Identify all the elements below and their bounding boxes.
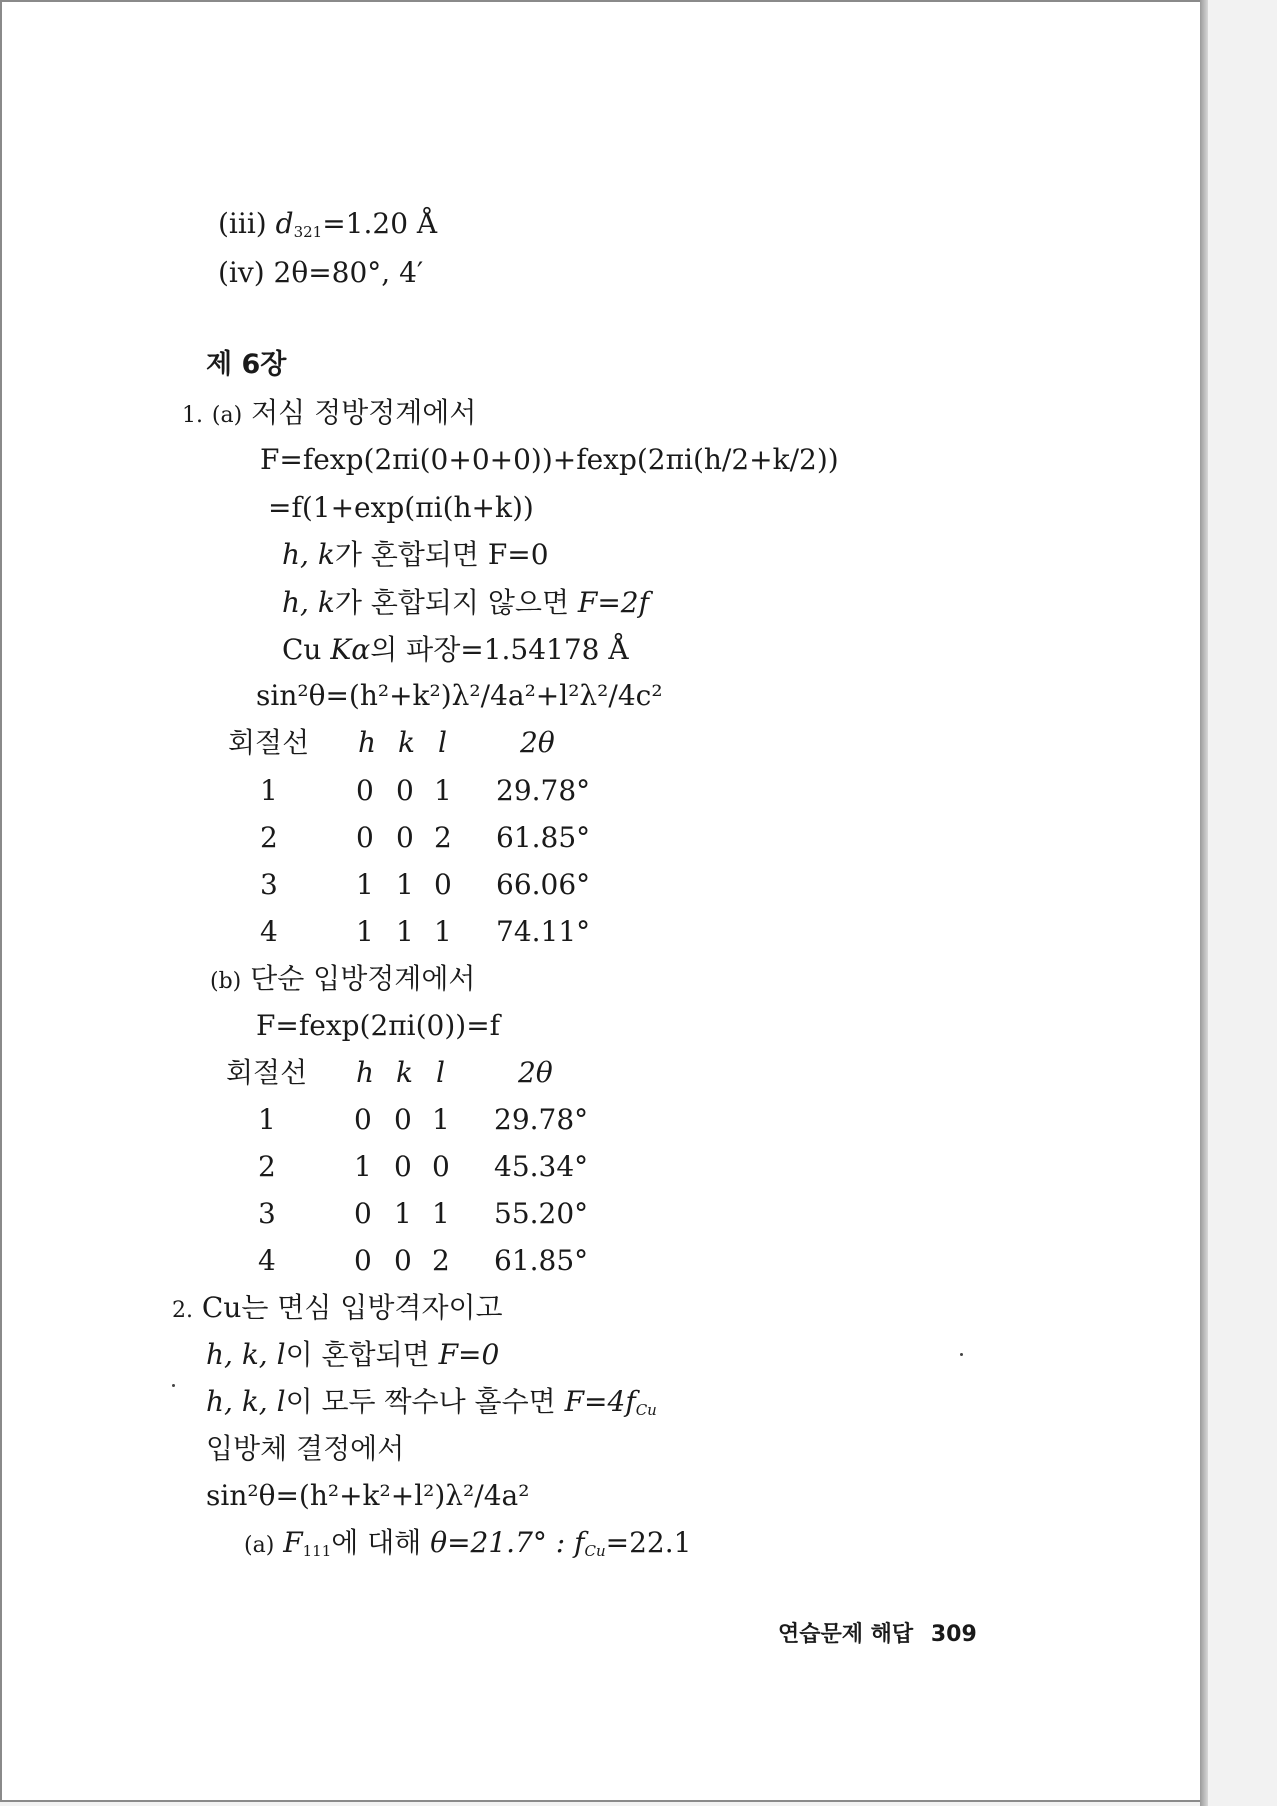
equation-5-text: 의 파장=1.54178 Å — [370, 633, 629, 666]
footer-title: 연습문제 해답 — [778, 1622, 914, 1647]
table-a-cell: 0 — [396, 774, 414, 807]
problem-2-line-1-text: 이 혼합되면 — [285, 1338, 430, 1371]
problem-2-number: 2. — [172, 1298, 193, 1323]
table-b-cell: 1 — [258, 1103, 276, 1136]
problem-2a-f: F — [283, 1526, 303, 1559]
table-b-cell: 1 — [354, 1150, 372, 1183]
problem-2-line-2-f: F=4f — [564, 1385, 636, 1418]
table-b-header-2theta: 2θ — [518, 1056, 553, 1089]
table-b-cell: 0 — [394, 1244, 412, 1277]
equation-4-text: 가 혼합되지 않으면 — [334, 586, 569, 619]
equation-3 — [282, 538, 549, 572]
table-b-header-l: l — [436, 1056, 445, 1089]
table-a-cell: 0 — [396, 821, 414, 854]
table-b-cell: 1 — [432, 1103, 450, 1136]
problem-1a-heading — [182, 396, 476, 433]
problem-2-text: Cu는 면심 입방격자이고 — [201, 1291, 503, 1324]
equation-5 — [282, 633, 629, 667]
table-b-header-k: k — [396, 1056, 413, 1089]
answer-iv-label: (iv) — [218, 256, 265, 289]
equation-7: F=fexp(2πi(0))=f — [256, 1009, 501, 1042]
table-b-cell: 1 — [432, 1197, 450, 1230]
equation-6: sin²θ=(h²+k²)λ²/4a²+l²λ²/4c² — [256, 679, 663, 712]
problem-1a-label: (a) — [211, 403, 243, 428]
table-a-header-k: k — [398, 726, 415, 759]
problem-2-line-4: sin²θ=(h²+k²+l²)λ²/4a² — [206, 1479, 530, 1512]
problem-2a-text: 에 대해 — [331, 1526, 422, 1559]
table-a-cell: 0 — [356, 821, 374, 854]
table-a-cell: 0 — [356, 774, 374, 807]
chapter-heading: 제 6장 — [206, 349, 287, 380]
table-b-cell: 45.34° — [494, 1150, 589, 1183]
table-a-cell: 61.85° — [496, 821, 591, 854]
table-b-cell: 0 — [394, 1103, 412, 1136]
page-edge-shadow — [1200, 0, 1208, 1806]
table-b-cell: 0 — [354, 1244, 372, 1277]
equation-2: =f(1+exp(πi(h+k)) — [268, 491, 534, 524]
answer-iii-value: =1.20 Å — [322, 207, 438, 240]
table-a-cell: 1 — [396, 868, 414, 901]
equation-3-text: 가 혼합되면 F=0 — [334, 538, 549, 571]
table-a-cell: 4 — [260, 915, 278, 948]
problem-2a-fsub: Cu — [584, 1542, 606, 1560]
table-b-cell: 4 — [258, 1244, 276, 1277]
table-a-header-h: h — [358, 726, 377, 759]
answer-iii-sub: 321 — [293, 223, 323, 241]
equation-4 — [282, 586, 649, 620]
problem-2-heading — [172, 1291, 503, 1328]
answer-iii — [218, 207, 437, 249]
page-number: 309 — [930, 1622, 977, 1647]
table-b-cell: 0 — [354, 1197, 372, 1230]
speck-mark — [172, 1384, 175, 1387]
table-b-cell: 0 — [354, 1103, 372, 1136]
table-b-cell: 2 — [432, 1244, 450, 1277]
table-a-cell: 0 — [434, 868, 452, 901]
answer-iv-value: 2θ=80°, 4′ — [273, 256, 424, 289]
table-a-cell: 2 — [260, 821, 278, 854]
problem-2a-fcu: f — [574, 1526, 585, 1559]
speck-mark — [960, 1353, 963, 1356]
table-b-cell: 61.85° — [494, 1244, 589, 1277]
problem-2-line-2-text: 이 모두 짝수나 홀수면 — [285, 1385, 556, 1418]
problem-2a-label: (a) — [244, 1533, 275, 1558]
table-a-cell: 1 — [260, 774, 278, 807]
table-b-cell: 3 — [258, 1197, 276, 1230]
table-a-cell: 1 — [434, 774, 452, 807]
problem-1b-text: 단순 입방정계에서 — [250, 962, 476, 995]
problem-1b-label: (b) — [210, 969, 242, 994]
table-a-header-l: l — [438, 726, 447, 759]
table-a-cell: 1 — [396, 915, 414, 948]
equation-4-vars: h, k — [282, 586, 335, 619]
table-a-cell: 3 — [260, 868, 278, 901]
problem-2-line-3: 입방체 결정에서 — [206, 1432, 405, 1465]
problem-1-number: 1. — [182, 403, 203, 428]
equation-5-ka: Kα — [330, 633, 371, 666]
problem-2a-theta: θ=21.7° : — [430, 1526, 566, 1559]
table-a-header-line: 회절선 — [228, 726, 310, 759]
table-b-cell: 2 — [258, 1150, 276, 1183]
problem-1a-text: 저심 정방정계에서 — [251, 396, 477, 429]
table-a-cell: 1 — [356, 915, 374, 948]
table-b-cell: 29.78° — [494, 1103, 589, 1136]
answer-iv — [218, 256, 423, 290]
answer-iii-label: (iii) — [218, 207, 267, 240]
equation-1: F=fexp(2πi(0+0+0))+fexp(2πi(h/2+k/2)) — [260, 443, 839, 476]
table-a-cell: 74.11° — [496, 915, 591, 948]
table-a-cell: 1 — [434, 915, 452, 948]
table-a-cell: 66.06° — [496, 868, 591, 901]
problem-2-line-2-vars: h, k, l — [206, 1385, 286, 1418]
problem-2a-line — [244, 1526, 691, 1568]
equation-3-vars: h, k — [282, 538, 335, 571]
table-b-cell: 1 — [394, 1197, 412, 1230]
page-footer — [778, 1618, 977, 1652]
table-b-cell: 0 — [432, 1150, 450, 1183]
problem-2-line-2 — [206, 1385, 657, 1427]
table-a-cell: 2 — [434, 821, 452, 854]
problem-1b-heading — [210, 962, 475, 999]
equation-4-f: F=2f — [577, 586, 649, 619]
table-b-header-line: 회절선 — [226, 1056, 308, 1089]
table-a-cell: 1 — [356, 868, 374, 901]
equation-5-cu: Cu — [282, 633, 322, 666]
problem-2-line-2-sub: Cu — [635, 1401, 657, 1419]
problem-2-line-1-vars: h, k, l — [206, 1338, 286, 1371]
problem-2-line-1 — [206, 1338, 499, 1372]
table-b-cell: 55.20° — [494, 1197, 589, 1230]
problem-2a-sub: 111 — [302, 1542, 332, 1560]
table-b-cell: 0 — [394, 1150, 412, 1183]
problem-2a-value: =22.1 — [605, 1526, 692, 1559]
table-a-header-2theta: 2θ — [520, 726, 555, 759]
answer-iii-d: d — [275, 207, 294, 240]
table-a-cell: 29.78° — [496, 774, 591, 807]
problem-2-line-1-f: F=0 — [438, 1338, 500, 1371]
table-b-header-h: h — [356, 1056, 375, 1089]
